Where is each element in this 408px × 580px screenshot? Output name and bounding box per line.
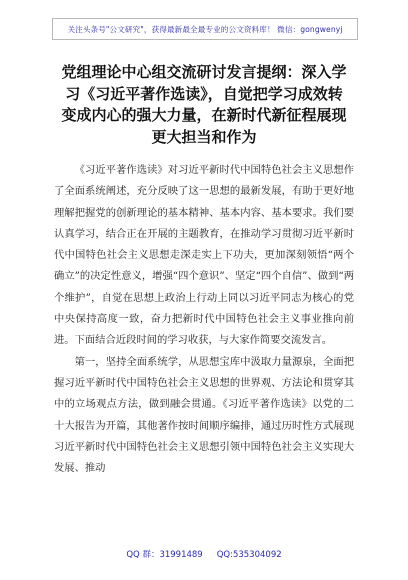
footer-qq-group: QQ 群：31991489: [126, 550, 203, 560]
page-footer: [0, 548, 408, 560]
footer-qq: QQ:535304092: [216, 550, 282, 560]
promo-banner: [52, 18, 358, 40]
promo-banner-text: 关注头条号"公文研究"，获得最新最全最专业的公文资料库！ 微信：gongwenyj: [67, 24, 343, 34]
document-body: [54, 160, 354, 479]
body-paragraph-2: 第一，坚持全面系统学，从思想宝库中汲取力量源泉，全面把握习近平新时代中国特色社会主义思想的世界观、方法论和贯穿其中的立场观点方法，做到融会贯通。《习近平著作选读》以党的二十大报告为开篇，其他著作按时间顺序编排，通过历时性方式展现习近平新时代中国特色社会主义思想引领中国特色社会主义实现大发展、推动: [54, 355, 354, 475]
document-title: 党组理论中心组交流研讨发言提纲：深入学习《习近平著作选读》，自觉把学习成效转变成内心的强大力量，在新时代新征程展现更大担当和作为: [61, 63, 347, 146]
body-paragraph-1: 《习近平著作选读》对习近平新时代中国特色社会主义思想作了全面系统阐述，充分反映了这一思想的最新发展，有助于更好地理解把握党的创新理论的基本精神、基本内容、基本要求。我们要认真学习，结合正在开展的主题教育，在推动学习贯彻习近平新时代中国特色社会主义思想走深走实上下功夫，更加深刻领悟“两个确立”的决定性意义，增强“四个意识”、坚定“四个自信”、做到“两个维护”，自觉在思想上政治上行动上同以习近平同志为核心的党中央保持高度一致，奋力把新时代中国特色社会主义事业推向前进。下面结合近段时间的学习收获，与大家作简要交流发言。: [54, 164, 354, 347]
